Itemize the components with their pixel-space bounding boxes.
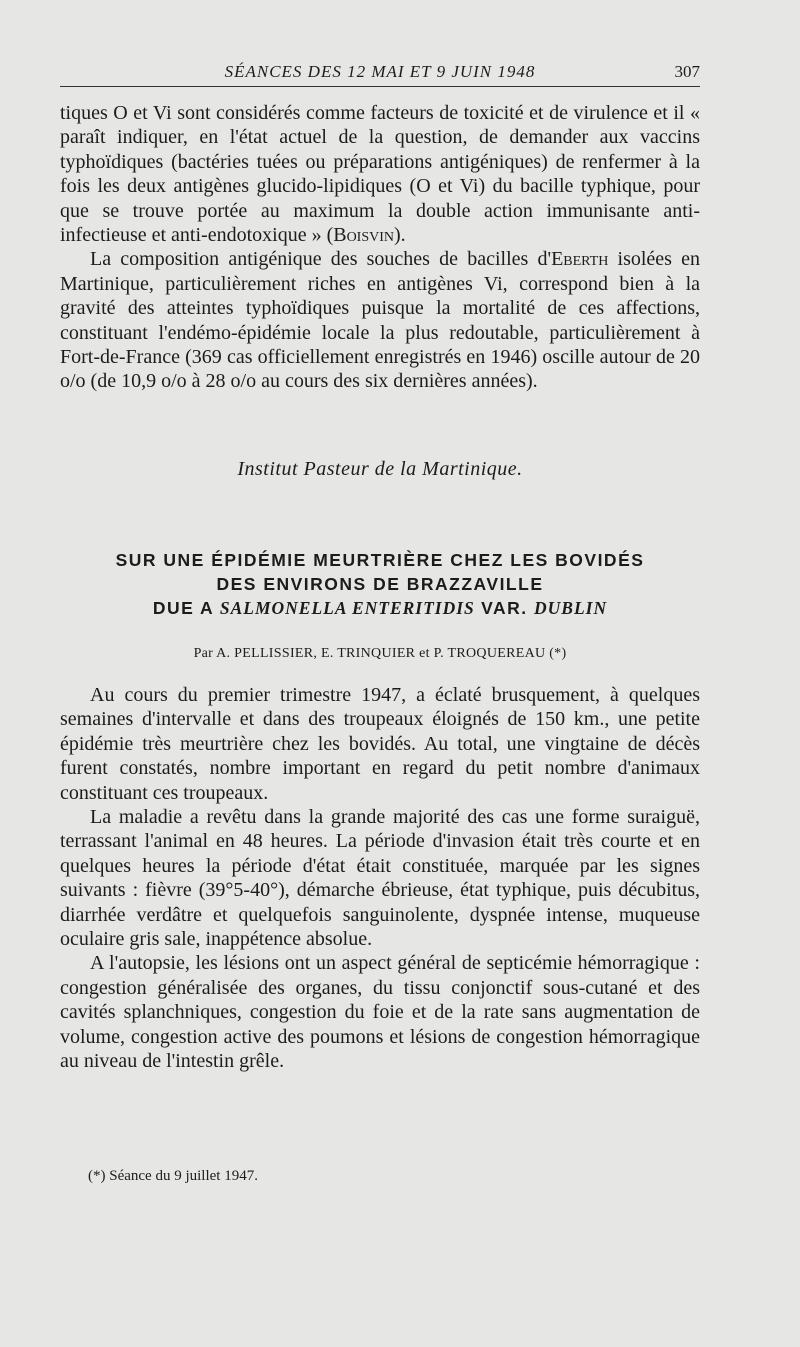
title-line: SUR UNE ÉPIDÉMIE MEURTRIÈRE CHEZ LES BOVIDÉS (115, 550, 645, 570)
article-body (60, 683, 700, 1074)
institution-signature: Institut Pasteur de la Martinique. (237, 458, 523, 480)
bacillus-name: Eberth (551, 248, 609, 271)
page-number: 307 (674, 62, 700, 81)
title-line: DES ENVIRONS DE BRAZZAVILLE (216, 574, 544, 594)
paragraph: Au cours du premier trimestre 1947, a éclaté brusquement, à quelques semaines d'intervalle et dans des troupeaux éloignés de 150 km., une petite épidémie très meurtrière chez les bovidés. Au total, une vingtaine de décès furent constatés, nombre important en regard du petit nombre d'animaux constituant ces troupeaux. (60, 684, 700, 804)
byline: Par A. PELLISSIER, E. TRINQUIER et P. TROQUEREAU (*) (193, 646, 567, 661)
paragraph: tiques O et Vi sont considérés comme facteurs de toxicité et de virulence et il « paraît indiquer, en l'état actuel de la question, de demander aux vaccins typhoïdiques (bactéries tuées ou préparations antigéniques) de renfermer à la fois les deux antigènes glucido-lipidiques (O et Vi) du bacille typhique, pour que se trouve portée au maximum la double action immunisante anti-infectieuse et anti-endotoxique » (Boisvin). (60, 102, 700, 247)
author-name: Boisvin (333, 224, 395, 247)
running-title: SÉANCES DES 12 MAI ET 9 JUIN 1948 (224, 62, 536, 81)
title-line: DUE A SALMONELLA ENTERITIDIS VAR. DUBLIN (152, 598, 608, 618)
footnote: (*) Séance du 9 juillet 1947. (88, 1168, 258, 1184)
running-header (60, 60, 700, 87)
paragraph: La maladie a revêtu dans la grande majorité des cas une forme suraiguë, terrassant l'animal en 48 heures. La période d'invasion était très courte et en quelques heures la période d'état était constituée, marquée par les signes suivants : fièvre (39°5-40°), démarche ébrieuse, état typhique, puis décubitus, diarrhée verdâtre et quelquefois sanguinolente, dyspnée intense, muqueuse oculaire gris sale, inappétence absolue. (60, 806, 700, 951)
paragraph: A l'autopsie, les lésions ont un aspect général de septicémie hémorragique : congestion généralisée des organes, du tissu conjonctif sous-cutané et des cavités splanchniques, congestion du foie et de la rate sans augmentation de volume, congestion active des poumons et lésions de congestion hémorragique au niveau de l'intestin grêle. (60, 952, 700, 1073)
paragraph: La composition antigénique des souches de bacilles d'Eberth isolées en Martinique, particulièrement riches en antigènes Vi, correspond bien à la gravité des atteintes typhoïdiques puisque la mortalité de ces affections, constituant l'endémo-épidémie locale la plus redoutable, particulièrement à Fort-de-France (369 cas officiellement enregistrés en 1946) oscille autour de 20 o/o (de 10,9 o/o à 28 o/o au cours des six dernières années). (60, 248, 701, 393)
article-title (60, 548, 700, 620)
section-continuation (60, 101, 700, 394)
